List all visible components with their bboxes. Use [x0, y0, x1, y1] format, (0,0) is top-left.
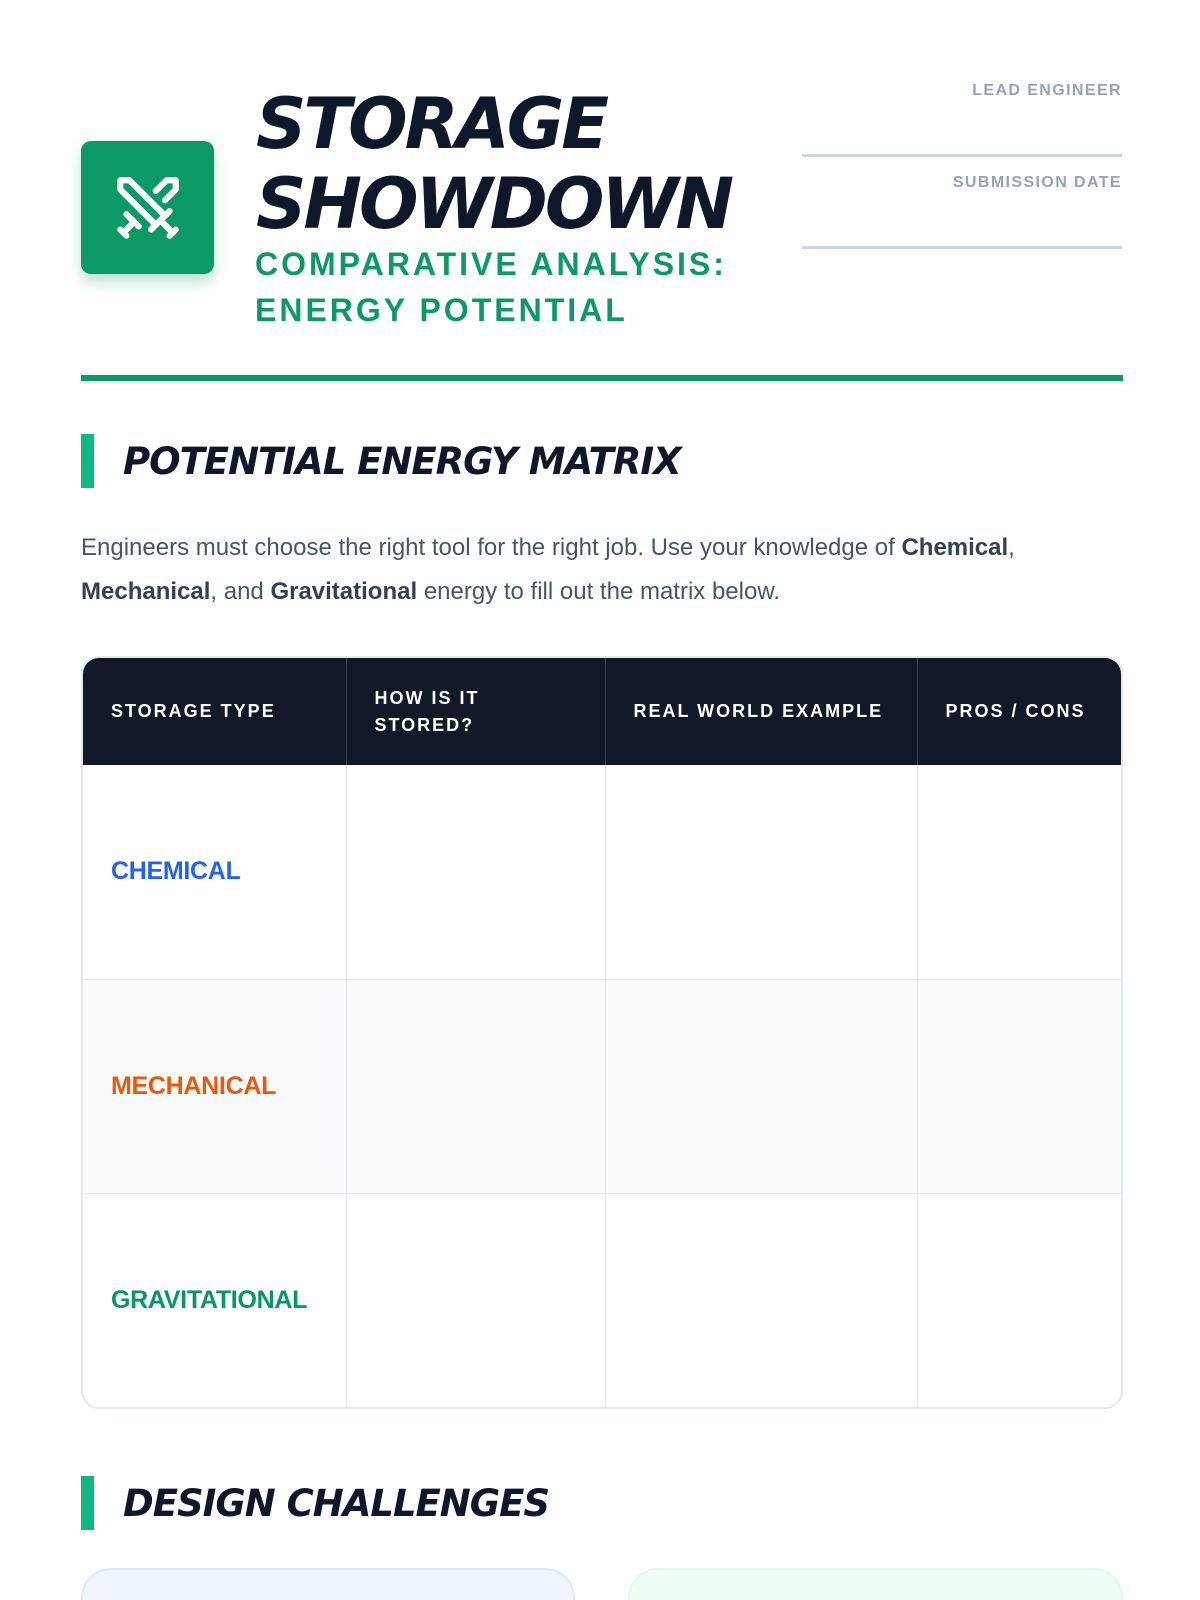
- storage-type-cell: [83, 979, 346, 1193]
- submission-date-field[interactable]: [802, 174, 1122, 192]
- intro-separator-2: , and: [210, 578, 271, 605]
- lead-engineer-label: LEAD ENGINEER: [972, 82, 1122, 99]
- table-row: [83, 1193, 1121, 1407]
- title-line-1: STORAGE: [256, 83, 607, 165]
- header-how-stored: HOW IS IT STORED?: [346, 658, 605, 765]
- lead-engineer-field[interactable]: [802, 82, 1122, 100]
- intro-mechanical: Mechanical: [81, 578, 211, 605]
- example-answer-cell[interactable]: [605, 1193, 917, 1407]
- energy-matrix-table: [81, 656, 1123, 1409]
- how-stored-answer-cell[interactable]: [346, 1193, 605, 1407]
- matrix-intro-text: [81, 526, 1131, 614]
- header-divider: [81, 375, 1123, 381]
- intro-part-1: Engineers must choose the right tool for the right job. Use your knowledge of: [81, 534, 902, 561]
- how-stored-answer-cell[interactable]: [346, 765, 605, 979]
- matrix-section-heading: [81, 434, 681, 488]
- intro-separator-1: ,: [1008, 534, 1015, 561]
- section-accent-bar: [81, 434, 94, 488]
- crossed-swords-icon: [111, 171, 185, 245]
- submission-date-input-line[interactable]: [802, 246, 1122, 249]
- example-answer-cell[interactable]: [605, 765, 917, 979]
- intro-part-2: energy to fill out the matrix below.: [417, 578, 781, 605]
- lead-engineer-input-line[interactable]: [802, 154, 1122, 157]
- page-title: [256, 84, 731, 244]
- row-label-gravitational: GRAVITATIONAL: [111, 1285, 308, 1314]
- storage-type-cell: [83, 1193, 346, 1407]
- design-section-title: DESIGN CHALLENGES: [123, 1481, 550, 1525]
- table-header-row: [83, 658, 1121, 765]
- subtitle-line-1: COMPARATIVE ANALYSIS:: [255, 246, 727, 282]
- table-row: [83, 979, 1121, 1193]
- intro-chemical: Chemical: [901, 534, 1009, 561]
- challenge-card-1: [81, 1568, 575, 1600]
- logo-badge: [81, 141, 214, 274]
- page-subtitle: [255, 241, 727, 333]
- pros-cons-answer-cell[interactable]: [917, 979, 1121, 1193]
- header-storage-type: STORAGE TYPE: [83, 658, 346, 765]
- subtitle-line-2: ENERGY POTENTIAL: [255, 292, 628, 328]
- how-stored-answer-cell[interactable]: [346, 979, 605, 1193]
- header-pros-cons: PROS / CONS: [917, 658, 1121, 765]
- storage-type-cell: [83, 765, 346, 979]
- example-answer-cell[interactable]: [605, 979, 917, 1193]
- row-label-chemical: CHEMICAL: [111, 857, 241, 886]
- matrix-section-title: POTENTIAL ENERGY MATRIX: [123, 439, 681, 483]
- section-accent-bar: [81, 1476, 94, 1530]
- design-section-heading: [81, 1476, 549, 1530]
- submission-date-label: SUBMISSION DATE: [952, 174, 1122, 191]
- pros-cons-answer-cell[interactable]: [917, 1193, 1121, 1407]
- table-row: [83, 765, 1121, 979]
- intro-gravitational: Gravitational: [270, 578, 418, 605]
- challenge-card-2: [628, 1568, 1123, 1600]
- row-label-mechanical: MECHANICAL: [111, 1071, 277, 1100]
- header-real-world-example: REAL WORLD EXAMPLE: [605, 658, 917, 765]
- pros-cons-answer-cell[interactable]: [917, 765, 1121, 979]
- title-line-2: SHOWDOWN: [256, 163, 732, 245]
